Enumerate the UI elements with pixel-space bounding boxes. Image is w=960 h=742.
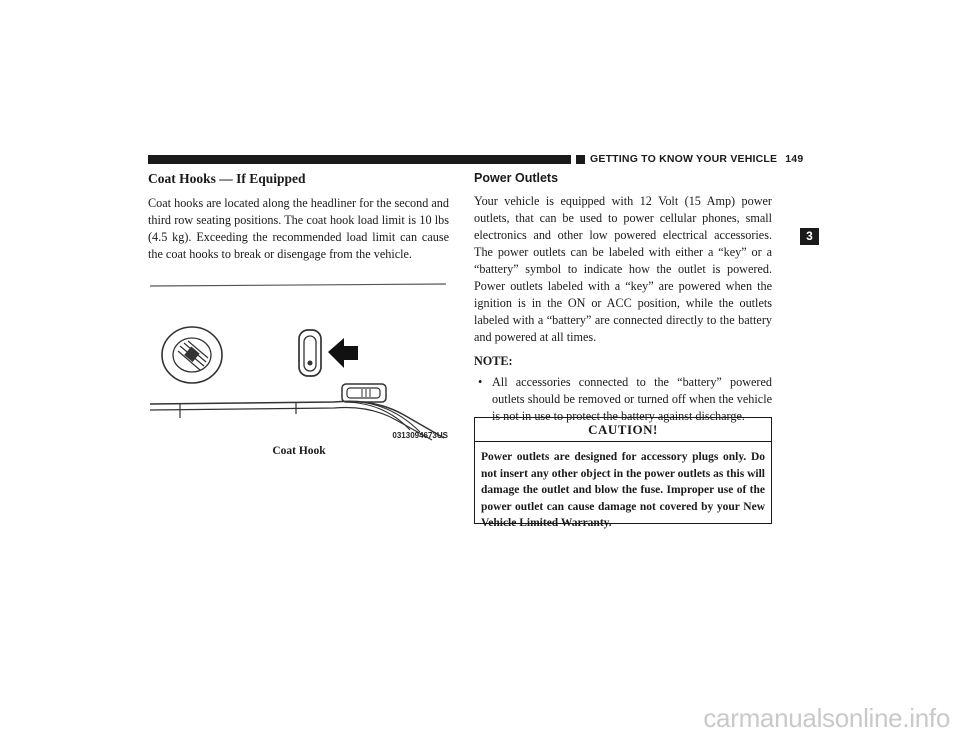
page-number: 149 (785, 153, 804, 165)
coat-hook-figure (148, 280, 450, 442)
figure-code: 0313094673US (392, 431, 448, 440)
section-title: GETTING TO KNOW YOUR VEHICLE (590, 153, 778, 165)
coat-hooks-paragraph: Coat hooks are located along the headliner for the second and third row seating positions. The coat hook load limit is 10 lbs (4.5 kg). Exceeding the recommended load limit can cause the coat hooks to break or disengage from the vehicle. (148, 196, 449, 261)
note-bullet-text: All accessories connected to the “battery” powered outlets should be removed or turned off when the vehicle is not in use to protect the battery against discharge. (492, 375, 772, 423)
power-outlets-heading: Power Outlets (474, 171, 559, 185)
power-outlets-paragraph: Your vehicle is equipped with 12 Volt (15 Amp) power outlets, that can be used to power cellular phones, small electronics and other low powered electrical accessories. The power outlets can be labeled with either a “key” or a “battery” symbol to indicate how the outlet is powered. Power outlets labeled with a “key” are powered when the ignition is in the ON or ACC position, while the outlets labeled with a “battery” are connected directly to the battery and powered at all times. (474, 194, 772, 344)
caution-text: Power outlets are designed for accessory plugs only. Do not insert any other object in the power outlets as this will damage the outlet and blow the fuse. Improper use of the power outlet can cause damage not covered by your New Vehicle Limited Warranty. (481, 451, 765, 529)
header-marker (576, 155, 585, 164)
left-column (148, 171, 449, 263)
bullet-icon: • (478, 375, 483, 389)
coat-hooks-heading: Coat Hooks — If Equipped (148, 171, 306, 186)
right-column (474, 171, 772, 425)
caution-box (474, 417, 772, 529)
coat-hook-illustration (148, 280, 450, 442)
note-label: NOTE: (474, 354, 513, 368)
figure-caption: Coat Hook (272, 445, 326, 457)
header-rule (148, 155, 571, 164)
watermark: carmanualsonline.info (703, 703, 950, 733)
running-header (590, 153, 803, 165)
caution-title: CAUTION! (475, 418, 771, 442)
chapter-tab: 3 (800, 228, 819, 245)
